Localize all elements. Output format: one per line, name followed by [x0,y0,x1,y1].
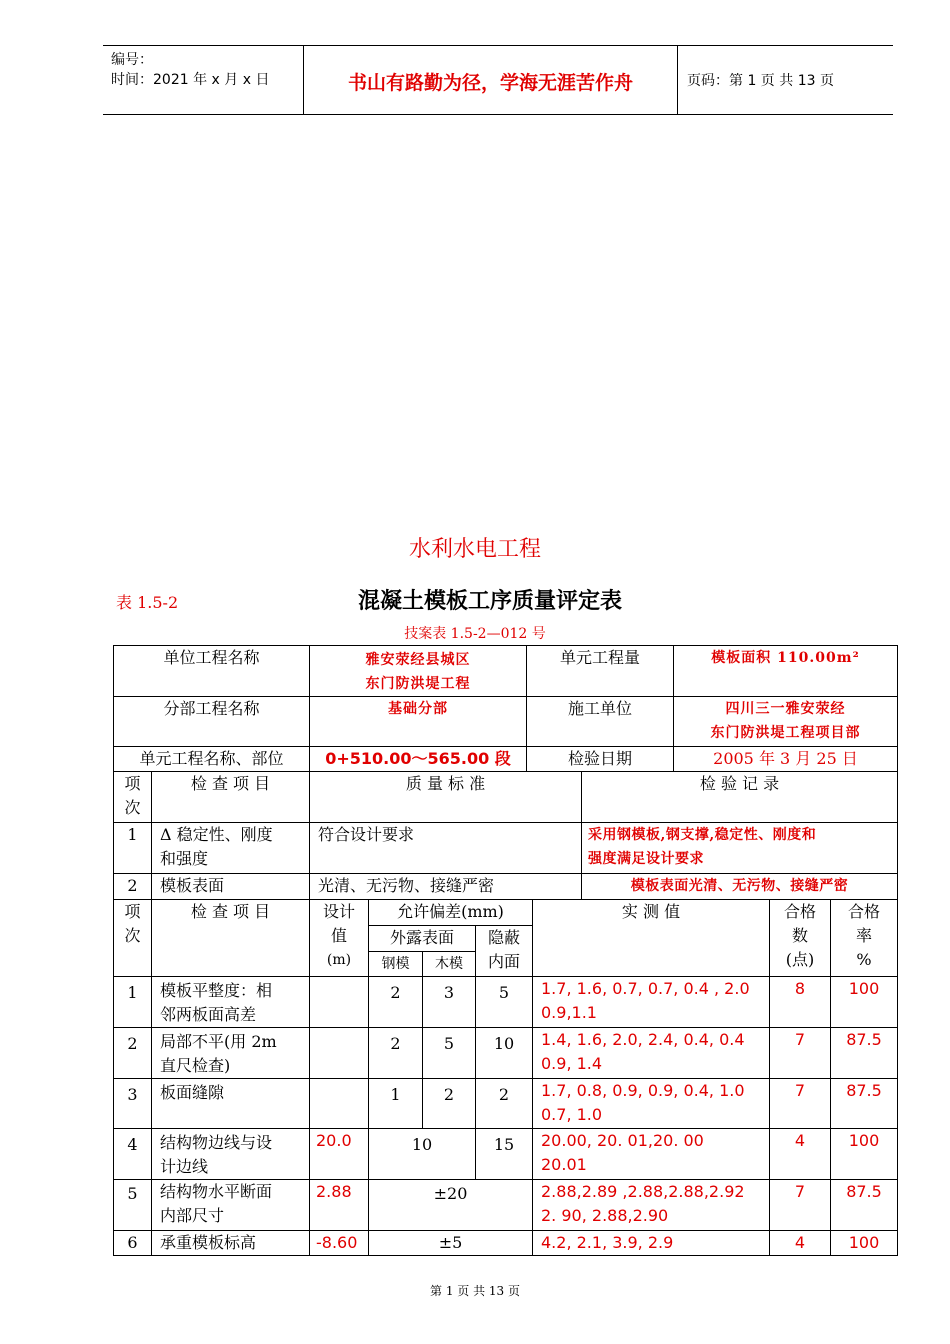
measured-values: 1.7, 1.6, 0.7, 0.7, 0.4 , 2.0 [541,979,750,998]
header-text: 值 [330,926,347,945]
check-row-no [113,873,152,900]
tolerance-steel: 2 [390,983,401,1002]
header-text: 数 [791,926,808,945]
element-name-label: 单元工程名称、部位 [139,749,284,768]
element-name-value: 0+510.00～565.00 段 [325,749,511,768]
measure-row-values [532,1179,770,1231]
measure-row-values [532,1128,770,1180]
measure-row-item [151,976,310,1028]
measure-row-steel [368,976,423,1028]
tolerance-wood: 3 [443,983,455,1002]
pass-rate: 100 [848,1233,880,1252]
pass-rate: 100 [848,1131,880,1150]
measure-row-steel [368,1078,423,1129]
measured-values: 0.9,1.1 [541,1003,597,1022]
record-text: 模板表面光清、无污物、接缝严密 [630,878,849,894]
check-item-no-header [113,771,152,823]
row-number: 1 [127,983,138,1002]
row-number: 6 [127,1233,138,1252]
measure-row-tolerance [368,1179,533,1231]
header-text: 允许偏差(mm) [397,902,504,921]
header-text: 外露表面 [389,928,454,947]
tolerance-value: ±20 [433,1184,468,1203]
header-number: 编号： [111,52,153,68]
check-row-standard [309,873,582,900]
row-number: 3 [127,1085,138,1104]
item-text: 模板平整度：相 [160,981,273,1000]
measure-row-hidden [475,1078,533,1129]
measure-row-steel [368,1027,423,1079]
measure-row-no [113,1230,152,1256]
design-value: -8.60 [316,1233,358,1252]
header-divider [677,46,678,114]
tolerance-steel: 1 [390,1085,401,1104]
measure-row-design [309,1230,369,1256]
pass-rate-header [830,899,898,977]
header-text: 检 查 项 目 [190,902,271,921]
measure-item-no-header [113,899,152,977]
pass-count: 7 [794,1081,806,1100]
measure-row-hidden [475,1128,533,1180]
unit-project-value: 雅安荥经县城区 [365,652,471,668]
measure-row-count [769,1230,831,1256]
header-text: 木模 [435,956,463,972]
hidden-surface-header [475,925,533,977]
header-text: 合格 [783,902,816,921]
measure-row-hidden [475,976,533,1028]
header-text: 次 [124,798,141,817]
measure-row-wood [422,976,476,1028]
measured-values: 20.00, 20. 01,20. 00 [541,1131,704,1150]
record-text: 强度满足设计要求 [588,851,704,867]
measure-row-exposed [368,1128,476,1180]
row-number: 2 [127,1034,138,1053]
element-quantity-label: 单元工程量 [559,648,640,667]
measure-row-count [769,976,831,1028]
header-text: 合格 [847,902,880,921]
header-text: 隐蔽 [487,928,520,947]
design-value: 20.0 [316,1131,352,1150]
tolerance-steel: 2 [390,1034,401,1053]
inspection-date-value: 2005 年 3 月 25 日 [713,749,858,768]
measure-row-no [113,976,152,1028]
header-text: 设计 [322,902,355,921]
subproject-label: 分部工程名称 [163,699,260,718]
check-row-standard [309,822,582,874]
measured-values-header [532,899,770,977]
measure-item-header [151,899,310,977]
measure-row-design [309,1078,369,1129]
measure-row-wood [422,1027,476,1079]
wood-mold-header [422,951,476,977]
pass-rate: 87.5 [846,1081,882,1100]
measure-row-values [532,1027,770,1079]
item-text: 直尺检查) [160,1056,231,1075]
measured-values: 2. 90, 2.88,2.90 [541,1206,669,1225]
tolerance-exposed: 10 [411,1135,433,1154]
element-name-label-cell [113,746,310,772]
measure-row-item [151,1179,310,1231]
measure-row-design [309,1027,369,1079]
measure-row-values [532,1078,770,1129]
item-text: 模板表面 [160,876,225,895]
measure-row-design [309,1128,369,1180]
tolerance-hidden: 5 [498,983,510,1002]
item-text: 内部尺寸 [160,1206,225,1225]
pass-count: 7 [794,1182,806,1201]
row-number: 1 [127,825,138,844]
measure-row-rate [830,1078,898,1129]
measure-row-item [151,1128,310,1180]
measure-row-rate [830,1027,898,1079]
design-value: 2.88 [316,1182,352,1201]
contractor-value-cell [673,696,898,747]
check-row-record [581,822,898,874]
measure-row-item [151,1027,310,1079]
inspection-date-value-cell [673,746,898,772]
archive-number: 技案表 1.5-2—012 号 [404,626,546,642]
measure-row-rate [830,976,898,1028]
row-number: 5 [127,1184,138,1203]
check-row-item [151,822,310,874]
pass-rate: 87.5 [846,1030,882,1049]
measure-row-design [309,1179,369,1231]
element-name-value-cell [309,746,527,772]
header-text: 率 [855,926,872,945]
item-text: 局部不平(用 2m [160,1032,277,1051]
tolerance-header [368,899,533,926]
pass-count: 4 [794,1131,806,1150]
header-text: 检 验 记 录 [699,774,780,793]
pass-count: 4 [794,1233,806,1252]
pass-rate: 87.5 [846,1182,882,1201]
check-row-item [151,873,310,900]
measure-row-wood [422,1078,476,1129]
measured-values: 1.7, 0.8, 0.9, 0.9, 0.4, 1.0 [541,1081,745,1100]
measure-row-no [113,1179,152,1231]
pass-count: 7 [794,1030,806,1049]
measure-row-rate [830,1179,898,1231]
tolerance-hidden: 10 [493,1034,515,1053]
inspection-record-header [581,771,898,823]
header-text: 项 [124,774,141,793]
standard-text: 符合设计要求 [318,825,415,844]
record-text: 采用钢模板,钢支撑,稳定性、刚度和 [588,827,817,843]
header-text: 内面 [487,952,520,971]
measured-values: 4.2, 2.1, 3.9, 2.9 [541,1233,674,1252]
measured-values: 0.7, 1.0 [541,1105,603,1124]
subproject-value-cell [309,696,527,747]
contractor-value: 东门防洪堤工程项目部 [710,725,861,741]
measure-row-rate [830,1128,898,1180]
header-motto: 书山有路勤为径，学海无涯苦作舟 [347,72,633,94]
header-page-number: 页码：第 1 页 共 13 页 [687,73,834,89]
check-item-header [151,771,310,823]
item-text: 承重模板标高 [160,1233,257,1252]
measure-row-rate [830,1230,898,1256]
page-footer: 第 1 页 共 13 页 [430,1284,520,1298]
measure-row-count [769,1128,831,1180]
measured-values: 1.4, 1.6, 2.0, 2.4, 0.4, 0.4 [541,1030,745,1049]
design-value-header [309,899,369,977]
item-text: 板面缝隙 [160,1083,225,1102]
header-text: (m) [326,952,352,968]
section-title: 水利水电工程 [408,537,541,562]
measured-values: 0.9, 1.4 [541,1054,603,1073]
item-text: Δ 稳定性、刚度 [160,825,273,844]
item-text: 和强度 [160,849,209,868]
item-text: 结构物水平断面 [160,1182,273,1201]
header-time: 时间：2021 年 x 月 x 日 [111,72,270,88]
steel-mold-header [368,951,423,977]
measure-row-no [113,1128,152,1180]
contractor-label-cell [526,696,674,747]
form-title: 混凝土模板工序质量评定表 [357,589,622,614]
page-header [103,45,893,115]
unit-project-label: 单位工程名称 [163,648,260,667]
tolerance-wood: 2 [443,1085,455,1104]
measure-row-count [769,1027,831,1079]
header-text: 实 测 值 [621,902,681,921]
row-number: 2 [127,876,138,895]
measure-row-count [769,1078,831,1129]
header-text: 钢模 [381,956,410,972]
contractor-label: 施工单位 [567,699,632,718]
measure-row-item [151,1078,310,1129]
subproject-label-cell [113,696,310,747]
standard-text: 光清、无污物、接缝严密 [318,876,495,895]
tolerance-value: ±5 [438,1233,463,1252]
element-quantity-label-cell [526,645,674,697]
subproject-value: 基础分部 [388,701,448,717]
header-text: 检 查 项 目 [190,774,271,793]
check-row-no [113,822,152,874]
measured-values: 2.88,2.89 ,2.88,2.88,2.92 [541,1182,745,1201]
check-row-record [581,873,898,900]
tolerance-wood: 5 [443,1034,455,1053]
pass-rate: 100 [848,979,880,998]
item-text: 结构物边线与设 [160,1133,273,1152]
row-number: 4 [127,1135,138,1154]
inspection-date-label-cell [526,746,674,772]
item-text: 邻两板面高差 [160,1005,257,1024]
header-text: 项 [124,902,141,921]
exposed-surface-header [368,925,476,952]
unit-project-label-cell [113,645,310,697]
quality-standard-header [309,771,582,823]
element-quantity-value-cell [673,645,898,697]
measure-row-values [532,1230,770,1256]
header-text: % [856,950,872,969]
measured-values: 20.01 [541,1155,587,1174]
item-text: 计边线 [160,1157,209,1176]
element-quantity-value: 模板面积 110.00m² [711,650,860,666]
measure-row-no [113,1027,152,1079]
pass-count-header [769,899,831,977]
measure-row-hidden [475,1027,533,1079]
header-meta [111,50,269,90]
unit-project-value-cell [309,645,527,697]
contractor-value: 四川三一雅安荥经 [725,701,846,717]
measure-row-design [309,976,369,1028]
tolerance-hidden: 2 [498,1085,510,1104]
measure-row-values [532,976,770,1028]
pass-count: 8 [794,979,806,998]
header-text: 质 量 标 准 [405,774,486,793]
tolerance-hidden: 15 [493,1135,515,1154]
measure-row-item [151,1230,310,1256]
measure-row-count [769,1179,831,1231]
header-text: (点) [785,950,815,969]
measure-row-no [113,1078,152,1129]
measure-row-tolerance [368,1230,533,1256]
header-text: 次 [124,926,141,945]
unit-project-value: 东门防洪堤工程 [365,676,471,692]
table-number: 表 1.5-2 [116,593,179,612]
inspection-date-label: 检验日期 [567,749,632,768]
